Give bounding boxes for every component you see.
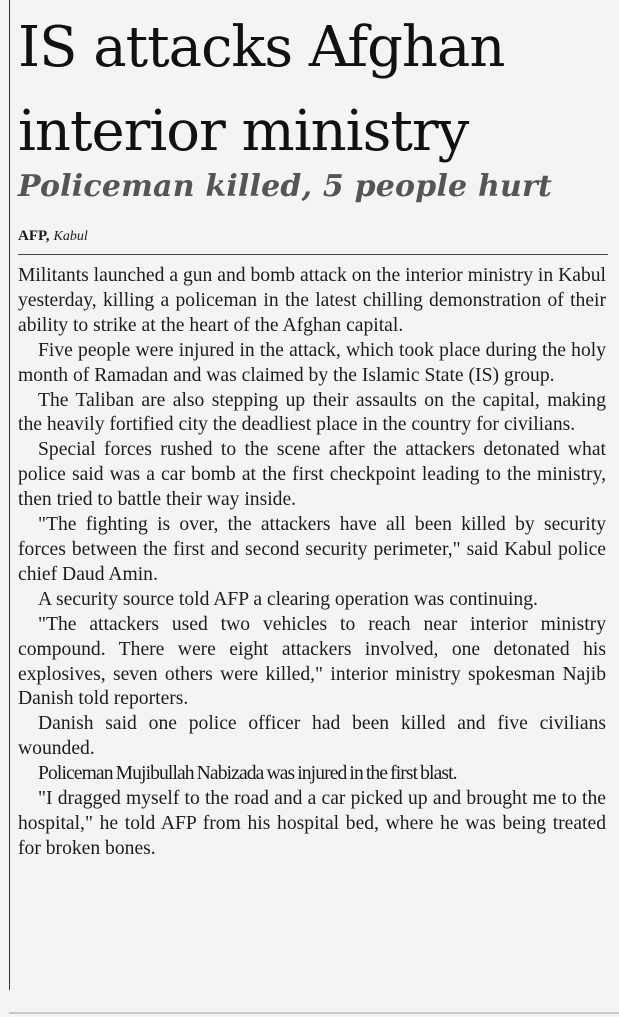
article-paragraph: Militants launched a gun and bomb attack on the interior ministry in Kabul yesterday, killing a policeman in the latest chilling demonstration of their ability to strike at the heart of the Afghan capital. — [18, 265, 606, 336]
bottom-rule — [9, 1012, 619, 1014]
article-paragraph: Danish said one police officer had been killed and five civilians wounded. — [18, 713, 606, 760]
article-paragraph: "I dragged myself to the road and a car picked up and brought me to the hospital," he told AFP from his hospital bed, where he was being treated for broken bones. — [18, 788, 606, 859]
subheadline: Policeman killed, 5 people hurt — [18, 169, 553, 204]
article-paragraph: "The attackers used two vehicles to reach near interior ministry compound. There were eight attackers involved, one detonated his explosives, seven others were killed," interior ministry spokesman Najib Danish told reporters. — [18, 613, 606, 710]
article-paragraph: Policeman Mujibullah Nabizada was injured in the first blast. — [38, 763, 457, 785]
article-paragraph: A security source told AFP a clearing operation was continuing. — [38, 588, 538, 610]
article-paragraph: Special forces rushed to the scene after the attackers detonated what police said was a car bomb at the first checkpoint leading to the ministry, then tried to battle their way inside. — [18, 439, 606, 511]
article-paragraph: The Taliban are also stepping up their assaults on the capital, making the heavily fortified city the deadliest place in the country for civilians. — [18, 389, 606, 436]
byline-divider — [18, 254, 608, 255]
article-paragraph: Five people were injured in the attack, which took place during the holy month of Ramadan and was claimed by the Islamic State (IS) group. — [18, 339, 606, 386]
headline: IS attacks Afghan interior ministry — [18, 15, 505, 164]
article-paragraph: "The fighting is over, the attackers have all been killed by security forces between the first and second security perimeter," said Kabul police chief Daud Amin. — [18, 514, 606, 585]
article-body — [18, 264, 606, 862]
byline-agency: AFP, — [18, 228, 50, 244]
byline — [18, 226, 88, 247]
column-rule-left — [9, 0, 10, 990]
byline-location: Kabul — [53, 229, 88, 244]
